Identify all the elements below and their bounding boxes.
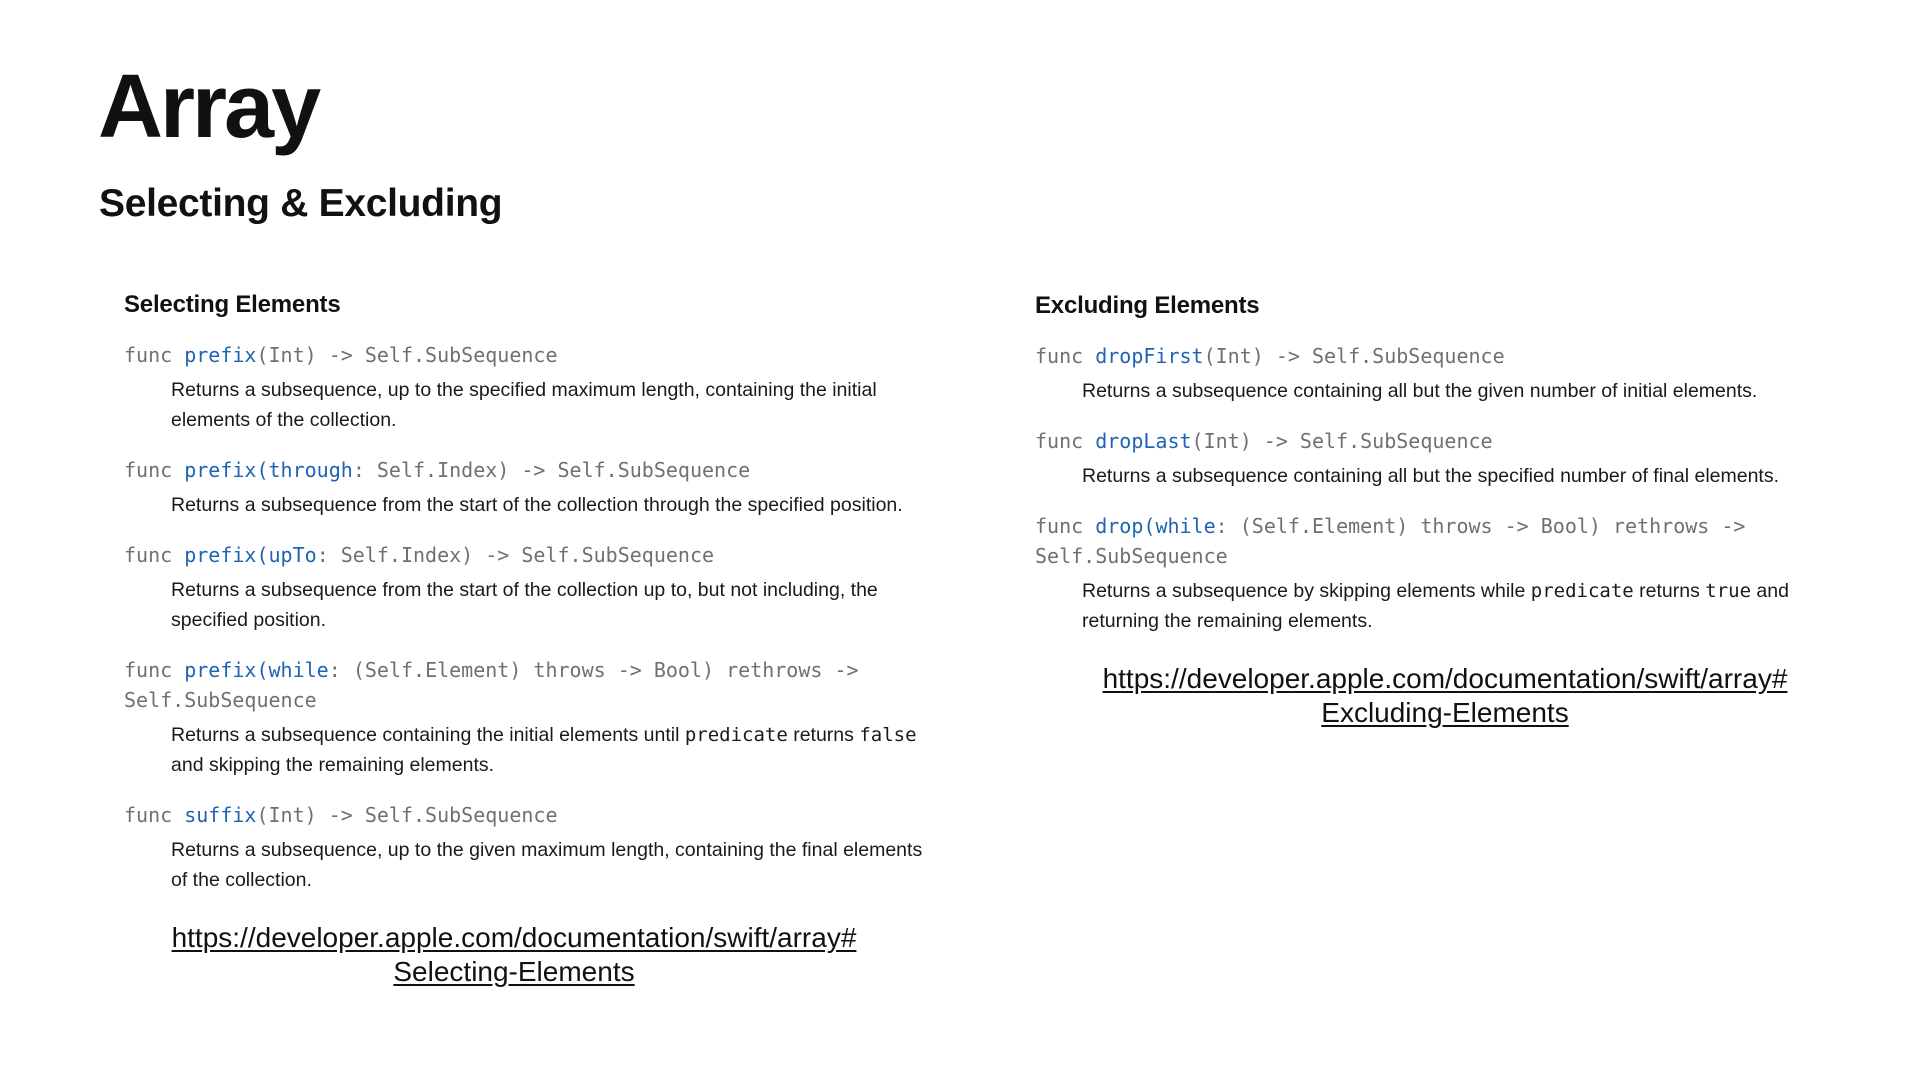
- argument-label: through: [268, 458, 353, 482]
- function-description: [171, 720, 924, 780]
- api-entry-drop-while: [1035, 511, 1875, 636]
- function-description: Returns a subsequence from the start of the collection through the specified position.: [171, 494, 903, 516]
- inline-code: predicate: [684, 724, 788, 746]
- signature-rest: (Int) -> Self.SubSequence: [256, 803, 558, 827]
- function-name[interactable]: prefix: [184, 458, 257, 482]
- description-text: Returns a subsequence containing the initial elements until: [171, 724, 685, 746]
- func-keyword: func: [124, 803, 185, 827]
- signature-rest: (Int) -> Self.SubSequence: [256, 343, 558, 367]
- func-keyword: func: [1035, 514, 1096, 538]
- selecting-elements-section: [124, 290, 924, 989]
- description-text: and skipping the remaining elements.: [171, 754, 495, 776]
- function-description: Returns a subsequence, up to the given maximum length, containing the final elements of the collection.: [171, 839, 923, 891]
- func-keyword: func: [1035, 344, 1096, 368]
- func-keyword: func: [124, 343, 185, 367]
- function-signature: [1035, 426, 1875, 456]
- api-entry-prefix-upto: [124, 540, 924, 635]
- signature-rest: (Int) -> Self.SubSequence: [1191, 429, 1493, 453]
- function-name[interactable]: dropLast: [1095, 429, 1192, 453]
- signature-rest: : Self.Index) -> Self.SubSequence: [352, 458, 751, 482]
- function-description: Returns a subsequence containing all but the specified number of final elements.: [1082, 465, 1780, 487]
- description-text: returns: [1633, 580, 1706, 602]
- description-text: Returns a subsequence by skipping elements while: [1082, 580, 1531, 602]
- section-heading: Selecting Elements: [124, 291, 341, 318]
- api-entry-prefix-int: [124, 340, 924, 435]
- function-signature: [124, 800, 924, 830]
- func-keyword: func: [1035, 429, 1096, 453]
- function-signature: [1035, 341, 1875, 371]
- paren-open: (: [256, 658, 269, 682]
- paren-open: (: [256, 458, 269, 482]
- excluding-elements-link[interactable]: [1035, 662, 1855, 730]
- func-keyword: func: [124, 458, 185, 482]
- description-text: returns: [787, 724, 860, 746]
- signature-rest: : (Self.Element) throws -> Bool) rethrows -> Self.SubSequence: [1035, 514, 1746, 568]
- excluding-elements-section: [1035, 291, 1875, 730]
- signature-rest: (Int) -> Self.SubSequence: [1203, 344, 1505, 368]
- inline-code: predicate: [1530, 580, 1634, 602]
- api-entry-suffix-int: [124, 800, 924, 895]
- func-keyword: func: [124, 543, 185, 567]
- function-description: Returns a subsequence containing all but the given number of initial elements.: [1082, 380, 1758, 402]
- api-entry-droplast: [1035, 426, 1875, 491]
- link-line-2[interactable]: Selecting-Elements: [393, 956, 635, 987]
- func-keyword: func: [124, 658, 185, 682]
- function-description: Returns a subsequence from the start of the collection up to, but not including, the specified position.: [171, 579, 878, 631]
- function-signature: [124, 540, 924, 570]
- function-signature: [1035, 511, 1815, 571]
- page-title: Array: [98, 57, 319, 157]
- function-description: [1082, 576, 1842, 636]
- function-description: Returns a subsequence, up to the specified maximum length, containing the initial elements of the collection.: [171, 379, 877, 431]
- function-signature: [124, 655, 924, 715]
- signature-rest: : (Self.Element) throws -> Bool) rethrows -> Self.SubSequence: [124, 658, 859, 712]
- inline-code: false: [859, 724, 917, 746]
- function-signature: [124, 455, 924, 485]
- page-subtitle: Selecting & Excluding: [99, 182, 503, 225]
- function-signature: [124, 340, 924, 370]
- link-line-1[interactable]: https://developer.apple.com/documentation/swift/array#: [1102, 663, 1788, 694]
- link-line-1[interactable]: https://developer.apple.com/documentation/swift/array#: [171, 922, 857, 953]
- function-name[interactable]: prefix: [184, 543, 257, 567]
- section-heading: Excluding Elements: [1035, 292, 1260, 319]
- link-line-2[interactable]: Excluding-Elements: [1321, 697, 1569, 728]
- argument-label: upTo: [268, 543, 317, 567]
- function-name[interactable]: dropFirst: [1095, 344, 1204, 368]
- paren-open: (: [1143, 514, 1156, 538]
- selecting-elements-link[interactable]: [124, 921, 904, 989]
- api-entry-dropfirst: [1035, 341, 1875, 406]
- argument-label: while: [268, 658, 329, 682]
- description-text: and returning the remaining elements.: [1082, 580, 1789, 632]
- api-entry-prefix-while: [124, 655, 924, 780]
- inline-code: true: [1705, 580, 1752, 602]
- function-name[interactable]: prefix: [184, 343, 257, 367]
- signature-rest: : Self.Index) -> Self.SubSequence: [316, 543, 715, 567]
- function-name[interactable]: suffix: [184, 803, 257, 827]
- api-entry-prefix-through: [124, 455, 924, 520]
- function-name[interactable]: drop: [1095, 514, 1144, 538]
- paren-open: (: [256, 543, 269, 567]
- function-name[interactable]: prefix: [184, 658, 257, 682]
- argument-label: while: [1155, 514, 1216, 538]
